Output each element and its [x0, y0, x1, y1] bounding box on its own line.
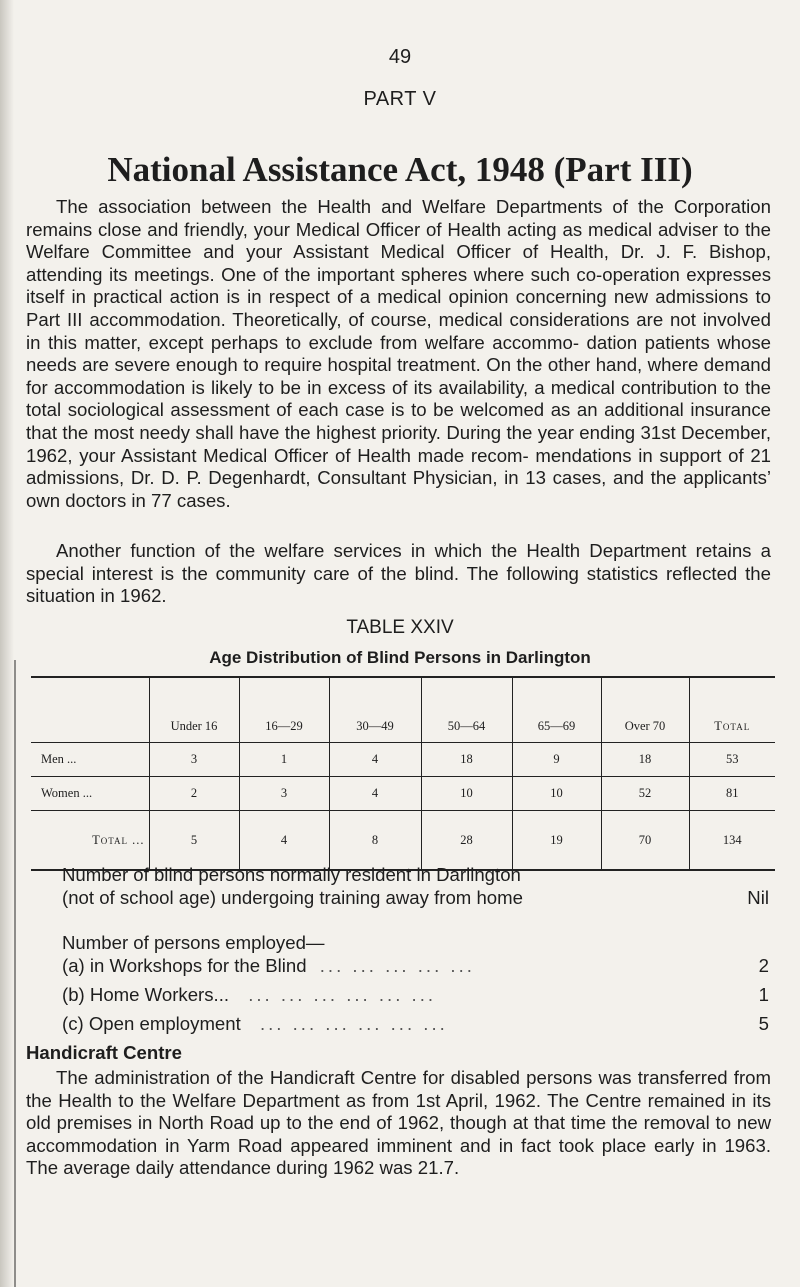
part-heading: PART V	[363, 88, 437, 110]
table-cell: 8	[329, 811, 421, 871]
table-cell: 18	[601, 743, 689, 777]
column-header: 16—29	[239, 677, 329, 743]
column-header: 65—69	[512, 677, 601, 743]
leader-dots: ... ... ... ... ... ...	[248, 984, 437, 1005]
table-cell: 53	[689, 743, 775, 777]
column-header: 50—64	[421, 677, 512, 743]
table-cell: 1	[239, 743, 329, 777]
table-total-row	[31, 811, 775, 871]
binding-line	[14, 660, 16, 1287]
table-cell: 4	[329, 777, 421, 811]
table-cell: 4	[329, 743, 421, 777]
column-header	[31, 677, 149, 743]
column-header: 30—49	[329, 677, 421, 743]
handicraft-heading: Handicraft Centre	[26, 1042, 183, 1063]
table-cell: 4	[239, 811, 329, 871]
table-cell: 134	[689, 811, 775, 871]
employment-heading: Number of persons employed—	[62, 932, 325, 953]
column-header: Over 70	[601, 677, 689, 743]
table-cell: 9	[512, 743, 601, 777]
leader-dots: ... ... ... ... ...	[319, 955, 475, 976]
handicraft-paragraph: The administration of the Handicraft Centre for disabled persons was transferred from the Health to the Welfare Department as from 1st April, 1962. The Centre remained in its old premises in North Road up to the end of 1962, though at that time the removal to new accommodation in Yarm Road appeared imminent and in fact took place early in 1963. The average daily attendance during 1962 was 21.7.	[26, 1067, 771, 1179]
table-cell: 81	[689, 777, 775, 811]
row-label: Total ...	[92, 832, 145, 847]
table-cell: 10	[512, 777, 601, 811]
intro-paragraph: The association between the Health and Welfare Departments of the Corporation remains close and friendly, your Medical Officer of Health acting as medical adviser to the Welfare Committee and your Assistant Medical Officer of Health, Dr. J. F. Bishop, attending its meetings. One of the important spheres where such co-operation expresses itself in practical action is in respect of a medical opinion concerning new admissions to Part III accommodation. Theoretically, of course, medical considerations are not involved in this matter, except perhaps to exclude from welfare accommo- dation patients whose needs are severe enough to require hospital treatment. On the other hand, where demand for accommodation is likely to be in excess of its availability, a medical contribution to the total sociological assessment of each case is to be welcomed as an additional insurance that the most needy shall have the highest priority. During the year ending 31st December, 1962, your Assistant Medical Officer of Health made recom- mendations in support of 21 admissions, Dr. D. P. Degenhardt, Consultant Physician, in 13 cases, and the applicants’ own doctors in 77 cases.	[26, 196, 771, 511]
table-cell: 5	[149, 811, 239, 871]
table-cell: 2	[149, 777, 239, 811]
employment-item-label: (b) Home Workers...	[62, 984, 230, 1005]
row-label: Women ...	[41, 786, 93, 800]
table-cell: 10	[421, 777, 512, 811]
table-row	[31, 777, 775, 811]
table-cell: 28	[421, 811, 512, 871]
employment-item-open	[62, 1013, 448, 1035]
table-cell: 3	[239, 777, 329, 811]
training-line-1: Number of blind persons normally resident in Darlington	[62, 864, 521, 885]
employment-item-label: (a) in Workshops for the Blind	[62, 955, 307, 976]
table-caption: TABLE XXIV	[346, 617, 454, 638]
table-subtitle: Age Distribution of Blind Persons in Darlington	[209, 648, 591, 667]
training-line-2: (not of school age) undergoing training away from home	[62, 887, 523, 908]
column-header: Under 16	[149, 677, 239, 743]
table-row	[31, 743, 775, 777]
employment-item-home	[62, 984, 436, 1006]
employment-item-value: 1	[758, 984, 769, 1005]
leader-dots: ... ... ... ... ... ...	[259, 1013, 448, 1034]
page-number: 49	[388, 46, 412, 68]
table-cell: 3	[149, 743, 239, 777]
page-edge-shadow	[0, 0, 14, 1287]
employment-item-value: 5	[758, 1013, 769, 1034]
age-distribution-table	[31, 676, 775, 871]
table-header-row	[31, 677, 775, 743]
employment-item-value: 2	[758, 955, 769, 976]
table-cell: 52	[601, 777, 689, 811]
row-label: Men ...	[41, 752, 77, 766]
employment-item-label: (c) Open employment	[62, 1013, 241, 1034]
table-cell: 18	[421, 743, 512, 777]
blind-paragraph: Another function of the welfare services in which the Health Department retains a special interest is the community care of the blind. The following statistics reflected the situation in 1962.	[26, 540, 771, 607]
training-value: Nil	[747, 887, 769, 908]
employment-item-workshops	[62, 955, 475, 977]
table-cell: 70	[601, 811, 689, 871]
table-cell: 19	[512, 811, 601, 871]
page-title: National Assistance Act, 1948 (Part III)	[107, 150, 693, 189]
column-header: Total	[689, 677, 775, 743]
